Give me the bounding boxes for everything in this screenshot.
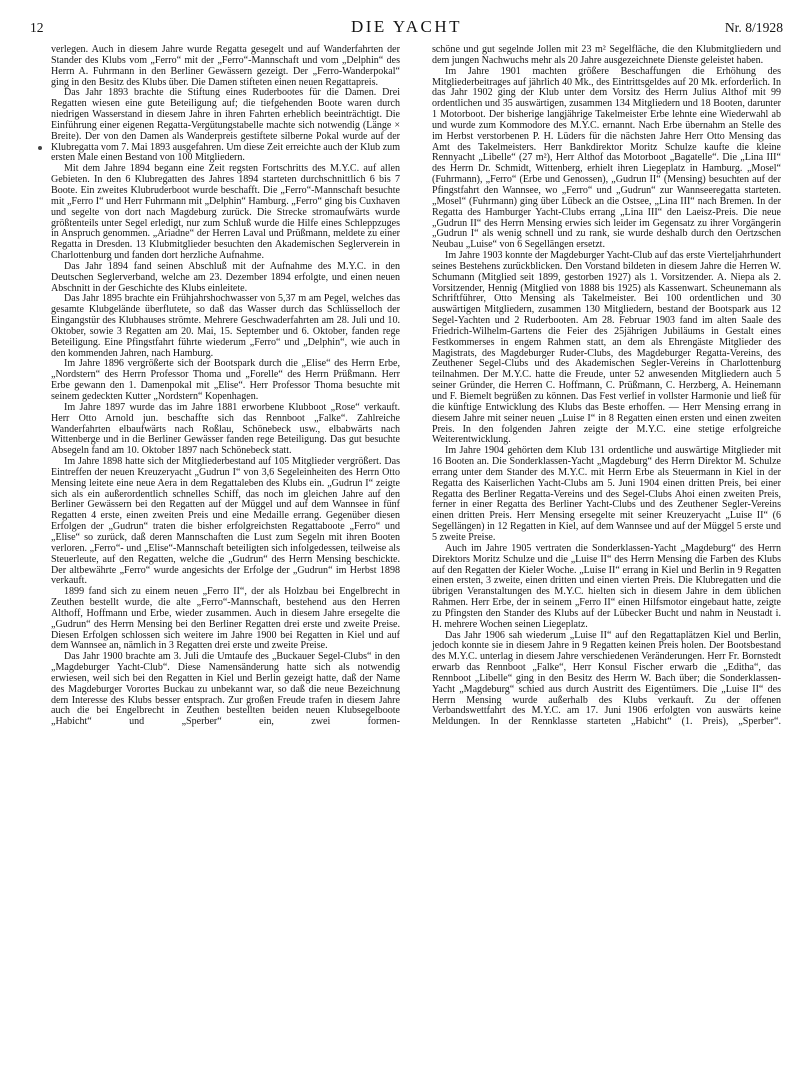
paragraph: Im Jahre 1896 vergrößerte sich der Bootspark durch die „Elise“ des Herrn Erbe, „Nordstern“ des Herrn Professor Thoma und „Forelle“ des Herrn Prüßmann. Herr Erbe gewann den 1. Damenpokal mit „Elise“. Herr Professor Thoma besuchte mit seinem gedeckten Kutter „Nordstern“ Kopenhagen. — [51, 358, 400, 402]
paragraph: Das Jahr 1895 brachte ein Frühjahrshochwasser von 5,37 m am Pegel, welches das gesamte Klubgelände überflutete, so daß das Wasser durch das Schlüsselloch der Eingangstür des Klubhauses strömte. Mehrere Geschwaderfahrten am 28. Juli und 10. Oktober, sowie 3 Regatten am 20. Mai, 15. September und 6. Oktober, fanden rege Beteiligung. Eine Pfingstfahrt führte wiederum „Ferro“ und „Delphin“, wie auch in den kommenden Jahren, nach Hamburg. — [51, 293, 400, 359]
paragraph: Das Jahr 1893 brachte die Stiftung eines Ruderbootes für die Damen. Drei Regatten wiesen eine gute Beteiligung auf; die tiefgehenden Boote waren durch niedrigen Wasserstand in diesem Jahre in ihren Fahrten erheblich beeinträchtigt. Die Einführung einer eigenen Regatta-Vergütungstabelle machte sich notwendig (Länge × Breite). Der von den Damen als Wanderpreis gestiftete silberne Pokal wurde auf der Klubregatta vom 7. Mai 1893 ausgefahren. Um diese Zeit erreichte auch der Klub zum ersten Male einen Bestand von 100 Mitgliedern. — [51, 87, 401, 164]
paragraph: verlegen. Auch in diesem Jahre wurde Regatta gesegelt und auf Wanderfahrten der Stander des Klubs vom „Ferro“ mit der „Ferro“-Mannschaft und vom „Delphin“ des Herrn A. Fuhrmann in den Berliner Gewässern gezeigt. Der „Ferro-Wanderpokal“ ging in den Besitz des Klubs über. Die Damen stifteten einen neuen Regattapreis. — [51, 44, 400, 88]
paragraph: Im Jahre 1904 gehörten dem Klub 131 ordentliche und auswärtige Mitglieder mit 16 Booten an. Die Sonderklassen-Yacht „Magdeburg“ des Herrn Direktor M. Schulze errang unter dem Stander des M.Y.C. mit Herrn Erbe als Steuermann in Kiel in der Regatta des Kaiserlichen Yacht-Clubs am 5. Juni 1904 einen dritten Preis, bei einer Regatta des Berliner Regatta-Vereins und des Segel-Clubs Ahoi einen zweiten Preis, ferner in einer Regatta des Berliner Yacht-Clubs und des Zeuthener Segler-Vereins einen dritten Preis. Herr Mensing ersegelte mit seiner Kreuzeryacht „Luise II“ (6 Segellängen) in 12 Regatten in Kiel, auf dem Wannsee und auf der Müggel 5 erste und 5 zweite Preise. — [432, 445, 781, 543]
paragraph: Das Jahr 1894 fand seinen Abschluß mit der Aufnahme des M.Y.C. in den Deutschen Seglerverband, welche am 23. Dezember 1894 erfolgte, und einen neuen Abschnitt in der Geschichte des Klubs einleitete. — [51, 260, 400, 294]
paragraph: Im Jahre 1903 konnte der Magdeburger Yacht-Club auf das erste Vierteljahrhundert seines Bestehens zurückblicken. Den Vorstand bildeten in diesem Jahre die Herren W. Schumann (Mitglied seit 1899, gestorben 1927) als 1. Vorsitzender. A. Niepa als 2. Vorsitzender, Hennig (Mitglied von 1888 bis 1925) als Kassenwart. Scheunemann als Schriftführer, Otto Mensing als Takelmeister. Bei 100 ordentlichen und 30 auswärtigen Mitgliedern, zusammen 130 Mitgliedern, bestand der Bootspark aus 12 Segel-Yachten und 2 Ruderbooten. Am 28. Februar 1903 fand im alten Saale des Friedrich-Wilhelm-Gartens die Feier des 25jährigen Jubiläums in Gestalt eines Festkommerses in engem Rahmen statt, an dem als Ehrengäste Mitglieder des Magistrats, des Magdeburger Ruder-Clubs, des Magdeburger Regatta-Vereins, des Zeuthener Segel-Clubs und des Akademischen Segler-Vereins in Charlottenburg teilnahmen. Der M.Y.C. hatte die Freude, unter 52 anwesenden Mitgliedern auch 5 seiner Gründer, die Herren C. Hoffmann, C. Prüßmann, C. Herzberg, A. Heinemann und F. Biemelt begrüßen zu können. Das Fest verlief in vollster Harmonie und ließ für die künftige Entwicklung des Klubs das Beste erhoffen. — Herr Mensing errang in diesem Jahre mit seiner neuen „Luise I“ in 8 Regatten einen ersten und einen zweiten Preis. In den folgenden Jahren zeigte der M.Y.C. eine stetige erfolgreiche Weiterentwicklung. — [432, 250, 781, 446]
paragraph: Im Jahre 1898 hatte sich der Mitgliederbestand auf 105 Mitglieder vergrößert. Das Eintreffen der neuen Kreuzeryacht „Gudrun I“ von 3,6 Segeleinheiten des Herrn Otto Mensing leitete eine neue Aera in dem Regattaleben des Klubs ein. „Gudrun I“ zeigte sich als ein außerordentlich schnelles Schiff, das noch im gleichen Jahre auf den Berliner Gewässern bei den Regatten auf der Müggel und auf dem Wannsee in fünf Regatten 4 erste, einen zweiten Preis und eine Medaille errang. Gegenüber diesen Erfolgen der „Gudrun“ traten die bisher erfolgreichsten Regattaboote „Ferro“ und „Elise“ so zurück, daß deren Mannschaften die Lust zum Segeln mit ihren Booten verloren. „Ferro“- und „Elise“-Mannschaft beteiligten sich infolgedessen, teilweise als Steuerleute, auf den Regatten, welche die „Gudrun“ des Herrn Mensing beschickte. Der altbewährte „Ferro“ wurde angesichts der Erfolge der „Gudrun“ im Herbst 1898 verkauft. — [51, 456, 400, 587]
paragraph: schöne und gut segelnde Jollen mit 23 m² Segelfläche, die den Klubmitgliedern und dem jungen Nachwuchs mehr als 20 Jahre ausgezeichnete Dienste geleistet haben. — [432, 44, 781, 66]
right-column — [432, 45, 781, 728]
magazine-title: DIE YACHT — [350, 17, 463, 36]
paragraph: Auch im Jahre 1905 vertraten die Sonderklassen-Yacht „Magdeburg“ des Herrn Direktors Moritz Schulze und die „Luise II“ des Herrn Mensing die Farben des Klubs auf den Regatten der Kieler Woche. „Luise II“ errang in Kiel und Berlin in 9 Regatten einen ersten, 3 zweite, einen dritten und einen vierten Preis. Die Klubregatten und die übrigen Veranstaltungen des M.Y.C. hielten sich in diesem Jahre in dem üblichen Rahmen. Herr Erbe, der in seinem „Ferro II“ einen Hilfsmotor eingebaut hatte, zeigte zu Pfingsten den Stander des Klubs auf der Lübecker Bucht und nahm in Neustadt i. H. mehrere Wochen seinen Liegeplatz. — [432, 542, 781, 630]
page-number: 12 — [30, 20, 44, 35]
issue-number: Nr. 8/1928 — [724, 20, 783, 35]
page-header — [30, 17, 783, 39]
paragraph: Mit dem Jahre 1894 begann eine Zeit regsten Fortschritts des M.Y.C. auf allen Gebieten. In den 6 Klubregatten des Jahres 1894 starteten durchschnittlich 6 bis 7 Boote. Ein zweites Klubruderboot wurde beschafft. Die „Ferro“-Mannschaft besuchte mit „Ferro I“ und Herr Fuhrmann mit „Delphin“ Hamburg. „Ferro“ ging bis Cuxhaven und segelte von dort nach Magdeburg zurück. Die Strecke stromaufwärts wurde größtenteils unter Segel erledigt, nur zum Schluß wurde die Hilfe eines Schleppzuges in Anspruch genommen. „Ariadne“ der Herren Laval und Prüßmann, meldete zu einer Regatta in Dresden. 13 Klubmitglieder besuchten den Akademischen Seglerverein in Charlottenburg und fanden dort herzliche Aufnahme. — [51, 163, 400, 262]
paragraph: Das Jahr 1900 brachte am 3. Juli die Umtaufe des „Buckauer Segel-Clubs“ in den „Magdeburger Yacht-Club“. Diese Namensänderung hatte sich als notwendig erwiesen, weil sich bei den Regatten in Kiel und Berlin gezeigt hatte, daß der Name des Magdeburger Vorortes Buckau zu unbekannt war, so daß die neue Bezeichnung dem Interesse des Klubs besser entsprach. Zur großen Freude trafen in diesem Jahre auch die bei Engelbrecht in Zeuthen bestellten beiden neuen Klubsegelboote „Habicht“ und „Sperber“ ein, zwei formen- — [51, 651, 400, 728]
print-speck — [38, 146, 42, 150]
paragraph: Im Jahre 1901 machten größere Beschaffungen die Erhöhung des Mitgliederbeitrages auf jährlich 40 Mk., des Eintrittsgeldes auf 20 Mk. erforderlich. In das Jahr 1902 ging der Klub unter dem Vorsitz des Herrn Julius Althof mit 99 ordentlichen und 35 auswärtigen, zusammen 134 Mitgliedern und 18 Booten, darunter 1 Motorboot. Der bisherige langjährige Takelmeister Erbe lehnte eine Wiederwahl ab und wurde zum Kommodore des M.Y.C. ernannt. Nach Erbe übernahm an Stelle des im Herbst verstorbenen P. H. Lüders für die nächsten Jahre Herr Otto Mensing das Amt des Takelmeisters. Herr Bankdirektor Moritz Schulze kaufte die kleine Rennyacht „Libelle“ (27 m²), Herr Althof das Motorboot „Bagatelle“. Die „Lina III“ des Herrn Dr. Schmidt, Wittenberg, erhielt ihren Liegeplatz in Hamburg. „Mosel“ (Fuhrmann), „Ferro“ (Erbe und Genossen), „Gudrun II“ (Mensing) besuchten auf der Pfingstfahrt den Wannsee, wo „Ferro“ und „Gudrun“ zur Wannseeregatta starteten. „Mosel“ (Fuhrmann) ging über Lübeck an die Ostsee, „Lina III“ nach Bremen. In der Regatta des Hamburger Yacht-Clubs errang „Lina III“ den Laeisz-Preis. Die neue „Gudrun II“ des Herrn Mensing erwies sich leider im Gegensatz zu ihrer Vorgängerin „Gudrun I“ als wenig schnell und zu rank, sie wurde deshalb durch den Oertzschen Neubau „Luise“ von 6 Segellängen ersetzt. — [432, 65, 781, 251]
paragraph: 1899 fand sich zu einem neuen „Ferro II“, der als Holzbau bei Engelbrecht in Zeuthen bestellt wurde, die alte „Ferro“-Mannschaft, bestehend aus den Herren Althoff, Hoffmann und Erbe, wieder zusammen. Auch in diesem Jahre ersegelte die „Gudrun“ des Herrn Mensing bei den Berliner Regatten drei erste und zweite Preise. Diesen Erfolgen schlossen sich weitere im Jahre 1900 bei Regatten in Kiel und auf dem Wannsee an, nämlich in 3 Regatten drei erste und zweite Preise. — [51, 586, 400, 652]
paragraph: Im Jahre 1897 wurde das im Jahre 1881 erworbene Klubboot „Rose“ verkauft. Herr Otto Arnold jun. beschaffte sich das Rennboot „Falke“. Zahlreiche Wanderfahrten elbaufwärts nach Roßlau, Schönebeck usw., elbabwärts nach Wittenberge und in die Berliner Gewässer fanden rege Beteiligung. Das gut besuchte Absegeln fand am 10. Oktober 1897 nach Schönebeck statt. — [51, 401, 400, 457]
paragraph: Das Jahr 1906 sah wiederum „Luise II“ auf den Regattaplätzen Kiel und Berlin, jedoch konnte sie in diesem Jahre in 9 Regatten keinen Preis holen. Der Bootsbestand des M.Y.C. unterlag in diesem Jahre verschiedenen Veränderungen. Herr Fr. Bornstedt erwarb das Rennboot „Falke“, Herr Konsul Fischer erwarb die „Editha“, das Rennboot „Libelle“ ging in den Besitz des Herrn W. Bach über; die Sonderklassen-Yacht „Magdeburg“ schied aus durch Austritt des Eigentümers. Die „Luise II“ des Herrn Mensing wurde außerhalb des Klubs verkauft. Zu der offenen Verbandswettfahrt des M.Y.C. am 17. Juni 1906 erfolgten von auswärts keine Meldungen. In der Rennklasse starteten „Habicht“ (1. Preis), „Sperber“. — [432, 629, 781, 728]
left-column — [51, 45, 400, 728]
